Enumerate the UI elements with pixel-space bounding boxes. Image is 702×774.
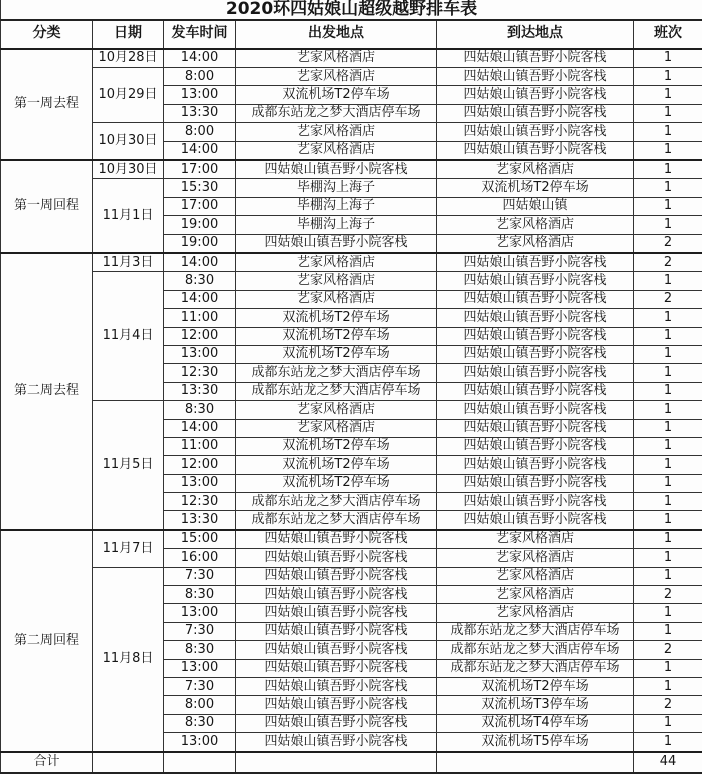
departure-place-cell: 四姑娘山镇吾野小院客栈 — [236, 530, 437, 549]
trip-count-cell: 1 — [634, 179, 702, 197]
date-cell: 10月29日 — [93, 68, 164, 123]
category-cell: 第二周去程 — [1, 253, 93, 530]
arrival-place-cell: 艺家风格酒店 — [437, 567, 634, 585]
category-cell: 第一周回程 — [1, 160, 93, 253]
column-header-date: 日期 — [93, 20, 164, 49]
trip-row — [1, 49, 702, 68]
column-header-count: 班次 — [634, 20, 702, 49]
departure-time-cell: 11:00 — [164, 309, 236, 327]
trip-count-cell: 2 — [634, 253, 702, 272]
departure-place-cell: 双流机场T2停车场 — [236, 309, 437, 327]
date-cell: 11月4日 — [93, 272, 164, 401]
arrival-place-cell: 双流机场T4停车场 — [437, 714, 634, 732]
trip-count-cell: 1 — [634, 309, 702, 327]
column-header-from: 出发地点 — [236, 20, 437, 49]
departure-time-cell: 12:00 — [164, 327, 236, 345]
departure-time-cell: 14:00 — [164, 49, 236, 68]
departure-time-cell: 17:00 — [164, 160, 236, 179]
category-cell: 第二周回程 — [1, 530, 93, 752]
departure-time-cell: 13:00 — [164, 733, 236, 752]
arrival-place-cell: 四姑娘山镇吾野小院客栈 — [437, 437, 634, 455]
departure-time-cell: 12:30 — [164, 364, 236, 382]
departure-place-cell: 四姑娘山镇吾野小院客栈 — [236, 234, 437, 253]
trip-count-cell: 1 — [634, 604, 702, 622]
trip-count-cell: 1 — [634, 104, 702, 122]
departure-place-cell: 艺家风格酒店 — [236, 253, 437, 272]
arrival-place-cell: 四姑娘山镇吾野小院客栈 — [437, 68, 634, 86]
column-header-to: 到达地点 — [437, 20, 634, 49]
trip-count-cell: 1 — [634, 345, 702, 363]
departure-time-cell: 13:00 — [164, 345, 236, 363]
trip-count-cell: 1 — [634, 530, 702, 549]
departure-time-cell: 14:00 — [164, 253, 236, 272]
trip-count-cell: 1 — [634, 401, 702, 419]
arrival-place-cell: 四姑娘山镇吾野小院客栈 — [437, 49, 634, 68]
arrival-place-cell: 四姑娘山镇吾野小院客栈 — [437, 419, 634, 437]
departure-time-cell: 13:00 — [164, 659, 236, 677]
title-row — [1, 0, 702, 20]
departure-place-cell: 艺家风格酒店 — [236, 68, 437, 86]
trip-row — [1, 68, 702, 86]
arrival-place-cell: 双流机场T5停车场 — [437, 733, 634, 752]
arrival-place-cell: 四姑娘山镇吾野小院客栈 — [437, 123, 634, 141]
column-header-category: 分类 — [1, 20, 93, 49]
departure-place-cell: 艺家风格酒店 — [236, 290, 437, 308]
departure-time-cell: 8:00 — [164, 696, 236, 714]
trip-count-cell: 1 — [634, 549, 702, 567]
departure-place-cell: 四姑娘山镇吾野小院客栈 — [236, 677, 437, 695]
trip-row — [1, 401, 702, 419]
departure-place-cell: 成都东站龙之梦大酒店停车场 — [236, 364, 437, 382]
date-cell: 11月1日 — [93, 179, 164, 253]
departure-time-cell: 7:30 — [164, 677, 236, 695]
departure-time-cell: 13:00 — [164, 474, 236, 492]
column-header-time: 发车时间 — [164, 20, 236, 49]
total-row — [1, 752, 702, 773]
departure-time-cell: 19:00 — [164, 216, 236, 234]
trip-count-cell: 2 — [634, 290, 702, 308]
departure-place-cell: 双流机场T2停车场 — [236, 345, 437, 363]
departure-time-cell: 12:00 — [164, 456, 236, 474]
trip-count-cell: 1 — [634, 49, 702, 68]
page-title: 2020环四姑娘山超级越野排车表 — [1, 0, 702, 20]
departure-time-cell: 15:30 — [164, 179, 236, 197]
trip-count-cell: 1 — [634, 456, 702, 474]
arrival-place-cell: 四姑娘山镇吾野小院客栈 — [437, 253, 634, 272]
arrival-place-cell: 四姑娘山镇吾野小院客栈 — [437, 309, 634, 327]
arrival-place-cell: 四姑娘山镇吾野小院客栈 — [437, 493, 634, 511]
arrival-place-cell: 四姑娘山镇 — [437, 197, 634, 215]
departure-place-cell: 双流机场T2停车场 — [236, 327, 437, 345]
departure-place-cell: 四姑娘山镇吾野小院客栈 — [236, 733, 437, 752]
category-cell: 第一周去程 — [1, 49, 93, 160]
departure-time-cell: 8:30 — [164, 586, 236, 604]
date-cell: 10月30日 — [93, 123, 164, 160]
departure-place-cell: 四姑娘山镇吾野小院客栈 — [236, 160, 437, 179]
departure-place-cell: 四姑娘山镇吾野小院客栈 — [236, 714, 437, 732]
arrival-place-cell: 四姑娘山镇吾野小院客栈 — [437, 86, 634, 104]
trip-count-cell: 1 — [634, 419, 702, 437]
trip-count-cell: 1 — [634, 622, 702, 640]
trip-count-cell: 1 — [634, 437, 702, 455]
departure-place-cell: 四姑娘山镇吾野小院客栈 — [236, 641, 437, 659]
departure-time-cell: 8:30 — [164, 641, 236, 659]
arrival-place-cell: 双流机场T2停车场 — [437, 179, 634, 197]
departure-time-cell: 8:00 — [164, 68, 236, 86]
departure-time-cell: 13:00 — [164, 604, 236, 622]
departure-place-cell: 毕棚沟上海子 — [236, 197, 437, 215]
arrival-place-cell: 四姑娘山镇吾野小院客栈 — [437, 401, 634, 419]
departure-time-cell: 8:30 — [164, 272, 236, 290]
departure-time-cell: 14:00 — [164, 290, 236, 308]
arrival-place-cell: 艺家风格酒店 — [437, 160, 634, 179]
trip-count-cell: 1 — [634, 327, 702, 345]
departure-place-cell: 艺家风格酒店 — [236, 141, 437, 160]
departure-time-cell: 19:00 — [164, 234, 236, 253]
departure-time-cell: 13:00 — [164, 86, 236, 104]
date-cell: 10月30日 — [93, 160, 164, 179]
departure-time-cell: 11:00 — [164, 437, 236, 455]
total-empty-from-cell — [236, 752, 437, 773]
arrival-place-cell: 成都东站龙之梦大酒店停车场 — [437, 659, 634, 677]
total-empty-to-cell — [437, 752, 634, 773]
trip-count-cell: 1 — [634, 364, 702, 382]
trip-row — [1, 530, 702, 549]
trip-count-cell: 1 — [634, 567, 702, 585]
arrival-place-cell: 艺家风格酒店 — [437, 530, 634, 549]
departure-time-cell: 8:00 — [164, 123, 236, 141]
departure-place-cell: 艺家风格酒店 — [236, 401, 437, 419]
arrival-place-cell: 四姑娘山镇吾野小院客栈 — [437, 272, 634, 290]
trip-count-cell: 2 — [634, 696, 702, 714]
departure-time-cell: 15:00 — [164, 530, 236, 549]
arrival-place-cell: 成都东站龙之梦大酒店停车场 — [437, 622, 634, 640]
departure-time-cell: 7:30 — [164, 567, 236, 585]
departure-place-cell: 艺家风格酒店 — [236, 419, 437, 437]
date-cell: 11月8日 — [93, 567, 164, 751]
departure-time-cell: 13:30 — [164, 382, 236, 400]
trip-count-cell: 1 — [634, 141, 702, 160]
arrival-place-cell: 四姑娘山镇吾野小院客栈 — [437, 382, 634, 400]
departure-place-cell: 成都东站龙之梦大酒店停车场 — [236, 382, 437, 400]
departure-time-cell: 14:00 — [164, 141, 236, 160]
departure-place-cell: 成都东站龙之梦大酒店停车场 — [236, 493, 437, 511]
trip-count-cell: 1 — [634, 123, 702, 141]
arrival-place-cell: 艺家风格酒店 — [437, 234, 634, 253]
trip-row — [1, 253, 702, 272]
arrival-place-cell: 四姑娘山镇吾野小院客栈 — [437, 474, 634, 492]
arrival-place-cell: 四姑娘山镇吾野小院客栈 — [437, 104, 634, 122]
total-count-cell: 44 — [634, 752, 702, 773]
trip-row — [1, 179, 702, 197]
trip-count-cell: 2 — [634, 234, 702, 253]
departure-place-cell: 四姑娘山镇吾野小院客栈 — [236, 586, 437, 604]
date-cell: 10月28日 — [93, 49, 164, 68]
date-cell: 11月5日 — [93, 401, 164, 530]
departure-place-cell: 艺家风格酒店 — [236, 123, 437, 141]
departure-place-cell: 毕棚沟上海子 — [236, 216, 437, 234]
departure-time-cell: 13:30 — [164, 104, 236, 122]
table-header-row — [1, 20, 702, 49]
arrival-place-cell: 四姑娘山镇吾野小院客栈 — [437, 141, 634, 160]
departure-time-cell: 12:30 — [164, 493, 236, 511]
departure-time-cell: 17:00 — [164, 197, 236, 215]
trip-count-cell: 1 — [634, 68, 702, 86]
departure-place-cell: 双流机场T2停车场 — [236, 456, 437, 474]
departure-place-cell: 艺家风格酒店 — [236, 272, 437, 290]
departure-place-cell: 四姑娘山镇吾野小院客栈 — [236, 604, 437, 622]
departure-place-cell: 成都东站龙之梦大酒店停车场 — [236, 104, 437, 122]
trip-count-cell: 1 — [634, 86, 702, 104]
trip-row — [1, 123, 702, 141]
departure-place-cell: 四姑娘山镇吾野小院客栈 — [236, 696, 437, 714]
trip-count-cell: 1 — [634, 659, 702, 677]
arrival-place-cell: 艺家风格酒店 — [437, 216, 634, 234]
trip-count-cell: 1 — [634, 511, 702, 530]
departure-place-cell: 毕棚沟上海子 — [236, 179, 437, 197]
arrival-place-cell: 双流机场T3停车场 — [437, 696, 634, 714]
departure-time-cell: 14:00 — [164, 419, 236, 437]
trip-count-cell: 1 — [634, 493, 702, 511]
total-label-cell: 合计 — [1, 752, 93, 773]
date-cell: 11月3日 — [93, 253, 164, 272]
trip-count-cell: 1 — [634, 733, 702, 752]
arrival-place-cell: 四姑娘山镇吾野小院客栈 — [437, 456, 634, 474]
departure-place-cell: 双流机场T2停车场 — [236, 437, 437, 455]
trip-count-cell: 2 — [634, 586, 702, 604]
departure-time-cell: 8:30 — [164, 714, 236, 732]
trip-row — [1, 160, 702, 179]
arrival-place-cell: 双流机场T2停车场 — [437, 677, 634, 695]
trip-count-cell: 1 — [634, 216, 702, 234]
departure-place-cell: 四姑娘山镇吾野小院客栈 — [236, 567, 437, 585]
arrival-place-cell: 成都东站龙之梦大酒店停车场 — [437, 641, 634, 659]
arrival-place-cell: 艺家风格酒店 — [437, 586, 634, 604]
arrival-place-cell: 四姑娘山镇吾野小院客栈 — [437, 511, 634, 530]
trip-count-cell: 1 — [634, 714, 702, 732]
departure-time-cell: 7:30 — [164, 622, 236, 640]
departure-time-cell: 13:30 — [164, 511, 236, 530]
departure-place-cell: 双流机场T2停车场 — [236, 474, 437, 492]
trip-row — [1, 567, 702, 585]
departure-place-cell: 四姑娘山镇吾野小院客栈 — [236, 659, 437, 677]
total-empty-date-cell — [93, 752, 164, 773]
trip-count-cell: 2 — [634, 641, 702, 659]
total-empty-time-cell — [164, 752, 236, 773]
trip-count-cell: 1 — [634, 160, 702, 179]
departure-place-cell: 双流机场T2停车场 — [236, 86, 437, 104]
trip-count-cell: 1 — [634, 474, 702, 492]
departure-place-cell: 四姑娘山镇吾野小院客栈 — [236, 622, 437, 640]
arrival-place-cell: 四姑娘山镇吾野小院客栈 — [437, 364, 634, 382]
trip-count-cell: 1 — [634, 677, 702, 695]
arrival-place-cell: 艺家风格酒店 — [437, 604, 634, 622]
departure-place-cell: 艺家风格酒店 — [236, 49, 437, 68]
departure-place-cell: 成都东站龙之梦大酒店停车场 — [236, 511, 437, 530]
trip-count-cell: 1 — [634, 197, 702, 215]
arrival-place-cell: 四姑娘山镇吾野小院客栈 — [437, 327, 634, 345]
departure-time-cell: 16:00 — [164, 549, 236, 567]
arrival-place-cell: 艺家风格酒店 — [437, 549, 634, 567]
arrival-place-cell: 四姑娘山镇吾野小院客栈 — [437, 345, 634, 363]
departure-time-cell: 8:30 — [164, 401, 236, 419]
trip-count-cell: 1 — [634, 382, 702, 400]
date-cell: 11月7日 — [93, 530, 164, 567]
arrival-place-cell: 四姑娘山镇吾野小院客栈 — [437, 290, 634, 308]
departure-place-cell: 四姑娘山镇吾野小院客栈 — [236, 549, 437, 567]
trip-row — [1, 272, 702, 290]
trip-count-cell: 1 — [634, 272, 702, 290]
